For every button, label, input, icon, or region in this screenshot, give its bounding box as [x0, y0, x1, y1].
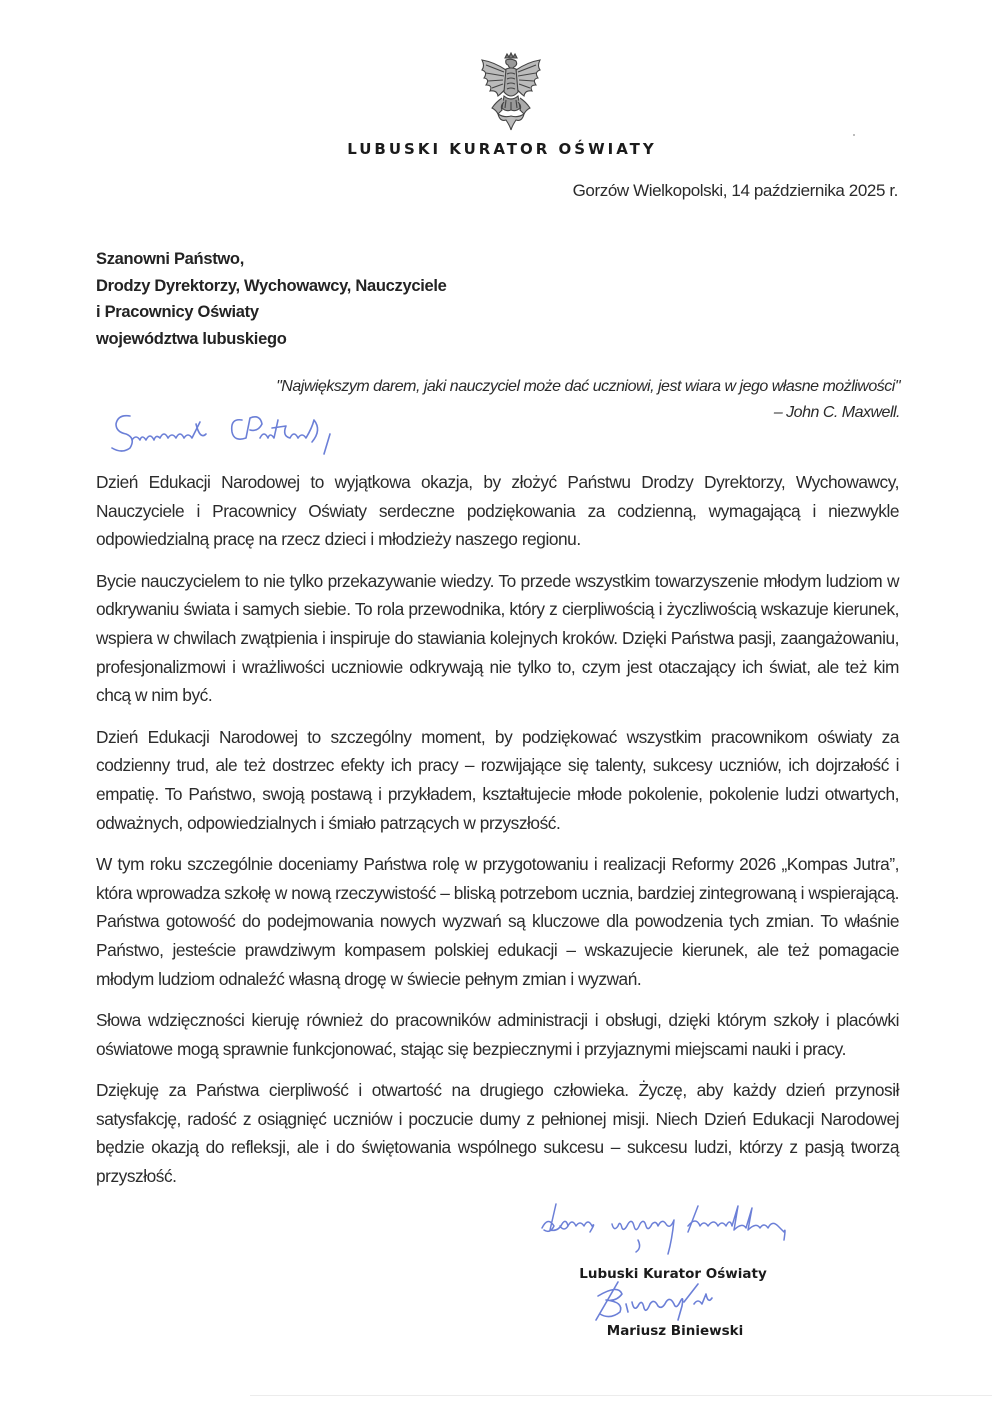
dateline: Gorzów Wielkopolski, 14 października 2025 r. — [572, 181, 898, 200]
institution-name: LUBUSKI KURATOR OŚWIATY — [347, 140, 657, 158]
polish-eagle-emblem-icon — [476, 52, 546, 132]
addressee-line: i Pracownicy Oświaty — [96, 303, 259, 322]
scan-edge-line — [250, 1395, 992, 1396]
body-paragraph: Dziękuję za Państwa cierpliwość i otwartość na drugiego człowieka. Życzę, aby każdy dzień przynosił satysfakcję, radość z osiągnięć uczniów i poczucie dumy z pełnionej misji. Niech Dzień Edukacji Narodowej będzie okazją do refleksji, ale i do świętowania wspólnego sukcesu – sukcesu ludzi, którzy z pasją tworzą przyszłość. — [96, 1080, 899, 1187]
quote-author: – John C. Maxwell. — [773, 404, 900, 421]
scan-artifact — [853, 134, 855, 136]
handwritten-closing — [538, 1196, 878, 1266]
body-paragraph: Dzień Edukacji Narodowej to wyjątkowa okazja, by złożyć Państwu Drodzy Dyrektorzy, Wychowawcy, Nauczyciele i Pracownicy Oświaty serdeczne podziękowania za codzienną, wymagającą i niezwykle odpowiedzialną pracę na rzecz dzieci i młodzieży naszego regionu. — [96, 472, 899, 550]
body-paragraph: Dzień Edukacji Narodowej to szczególny moment, by podziękować wszystkim pracownikom oświaty za codzienny trud, ale też dostrzec efekty ich pracy – rozwijające się talenty, sukcesy uczniów, ich dojrzałość i empatię. To Państwo, swoją postawą i przykładem, kształtujecie młode pokolenie, pokolenie ludzi otwartych, odważnych, odpowiedzialnych i śmiało patrzących w przyszłość. — [96, 726, 899, 833]
handwritten-greeting — [110, 404, 410, 460]
signatory-name: Mariusz Biniewski — [606, 1323, 744, 1339]
body-paragraph: Słowa wdzięczności kieruję również do pracowników administracji i obsługi, dzięki którym szkoły i placówki oświatowe mogą sprawnie funkcjonować, stając się bezpiecznymi i przyjaznymi miejscami nauki i pracy. — [96, 1010, 899, 1059]
addressee-block — [96, 246, 447, 353]
handwritten-signature — [588, 1280, 738, 1324]
body-paragraph: W tym roku szczególnie doceniamy Państwa rolę w przygotowaniu i realizacji Reformy 2026 „Kompas Jutra”, która wprowadza szkołę w nową rzeczywistość – bliską potrzebom ucznia, bardziej zintegrowaną i wspierającą. Państwa gotowość do podejmowania nowych wyzwań są kluczowe dla powodzenia tych zmian. To właśnie Państwo, jesteście prawdziwym kompasem polskiej edukacji – wskazujecie kierunek, ale też pomagacie młodym ludziom odnaleźć własną drogę w świecie pełnym zmian i wyzwań. — [96, 854, 899, 989]
signature-title: Lubuski Kurator Oświaty — [579, 1266, 767, 1282]
addressee-line: województwa lubuskiego — [96, 330, 287, 349]
quote-text: "Największym darem, jaki nauczyciel może dać uczniowi, jest wiara w jego własne możliwości" — [276, 378, 900, 395]
body-paragraph: Bycie nauczycielem to nie tylko przekazywanie wiedzy. To przede wszystkim towarzyszenie młodym ludziom w odkrywaniu świata i samych siebie. To rola przewodnika, który z cierpliwością i życzliwością wskazuje kierunek, wspiera w chwilach zwątpienia i inspiruje do stawiania kolejnych kroków. Dzięki Państwa pasji, zaangażowaniu, profesjonalizmowi i wrażliwości uczniowie odkrywają nie tylko to, czym jest otaczający ich świat, ale też kim chcą w nim być. — [96, 570, 899, 706]
addressee-line: Drodzy Dyrektorzy, Wychowawcy, Nauczyciele — [96, 276, 447, 295]
addressee-line: Szanowni Państwo, — [96, 250, 245, 268]
letter-body — [96, 468, 899, 1204]
